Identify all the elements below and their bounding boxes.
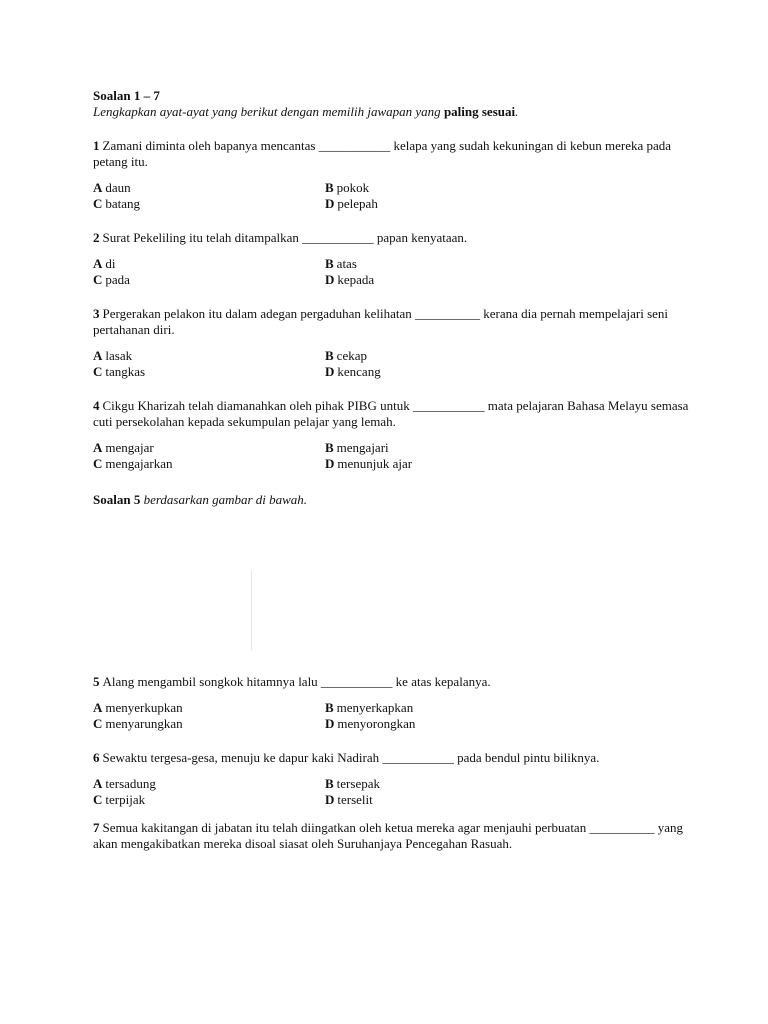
instruction: Lengkapkan ayat-ayat yang berikut dengan memilih jawapan yang paling sesuai. xyxy=(93,104,519,119)
option-c: C batang xyxy=(93,196,141,211)
option-d: D kepada xyxy=(325,272,375,287)
question-text: 6 Sewaktu tergesa-gesa, menuju ke dapur kaki Nadirah ___________ pada bendul pintu biliknya. xyxy=(93,750,600,765)
option-a: A mengajar xyxy=(93,440,154,455)
answer-options xyxy=(93,348,693,380)
answer-options xyxy=(93,440,693,472)
worksheet xyxy=(93,88,693,852)
option-a: A tersadung xyxy=(93,776,156,791)
question-text: 2 Surat Pekeliling itu telah ditampalkan ___________ papan kenyataan. xyxy=(93,230,468,245)
section-title: Soalan 1 – 7 xyxy=(93,88,160,103)
question-text: 3 Pergerakan pelakon itu dalam adegan pergaduhan kelihatan __________ kerana dia pernah mempelajari seni pertahanan diri. xyxy=(93,306,669,337)
option-d: D menyorongkan xyxy=(325,716,416,731)
question-4 xyxy=(93,398,693,472)
option-b: B cekap xyxy=(325,348,367,363)
option-c: C tangkas xyxy=(93,364,146,379)
question-1 xyxy=(93,138,693,212)
question-6 xyxy=(93,750,693,808)
option-b: B pokok xyxy=(325,180,370,195)
option-d: D kencang xyxy=(325,364,381,379)
answer-options xyxy=(93,256,693,288)
option-a: A di xyxy=(93,256,116,271)
answer-options xyxy=(93,700,693,732)
answer-options xyxy=(93,776,693,808)
option-a: A daun xyxy=(93,180,131,195)
answer-options xyxy=(93,180,693,212)
question-7 xyxy=(93,820,693,852)
question-text: 7 Semua kakitangan di jabatan itu telah diingatkan oleh ketua mereka agar menjauhi perbuatan __________ yang akan mengakibatkan mereka disoal siasat oleh Suruhanjaya Pencegahan Rasuah. xyxy=(93,820,683,851)
question-text: 1 Zamani diminta oleh bapanya mencantas ___________ kelapa yang sudah kekuningan di kebun mereka pada petang itu. xyxy=(93,138,672,169)
question-text: 4 Cikgu Kharizah telah diamanahkan oleh pihak PIBG untuk ___________ mata pelajaran Bahasa Melayu semasa cuti persekolahan kepada sekumpulan pelajar yang lemah. xyxy=(93,398,689,429)
option-d: D terselit xyxy=(325,792,373,807)
option-c: C menyarungkan xyxy=(93,716,183,731)
option-c: C pada xyxy=(93,272,130,287)
option-b: B atas xyxy=(325,256,357,271)
option-b: B mengajari xyxy=(325,440,389,455)
option-c: C terpijak xyxy=(93,792,146,807)
option-a: A lasak xyxy=(93,348,133,363)
option-c: C mengajarkan xyxy=(93,456,173,471)
option-b: B tersepak xyxy=(325,776,380,791)
question-5 xyxy=(93,674,693,732)
section-5-heading: Soalan 5 berdasarkan gambar di bawah. xyxy=(93,492,308,507)
option-a: A menyerkupkan xyxy=(93,700,183,715)
question-2 xyxy=(93,230,693,288)
option-b: B menyerkapkan xyxy=(325,700,414,715)
question-3 xyxy=(93,306,693,380)
option-d: D menunjuk ajar xyxy=(325,456,413,471)
picture-area xyxy=(93,508,693,668)
option-d: D pelepah xyxy=(325,196,378,211)
faint-line xyxy=(251,570,252,650)
question-text: 5 Alang mengambil songkok hitamnya lalu ___________ ke atas kepalanya. xyxy=(93,674,491,689)
